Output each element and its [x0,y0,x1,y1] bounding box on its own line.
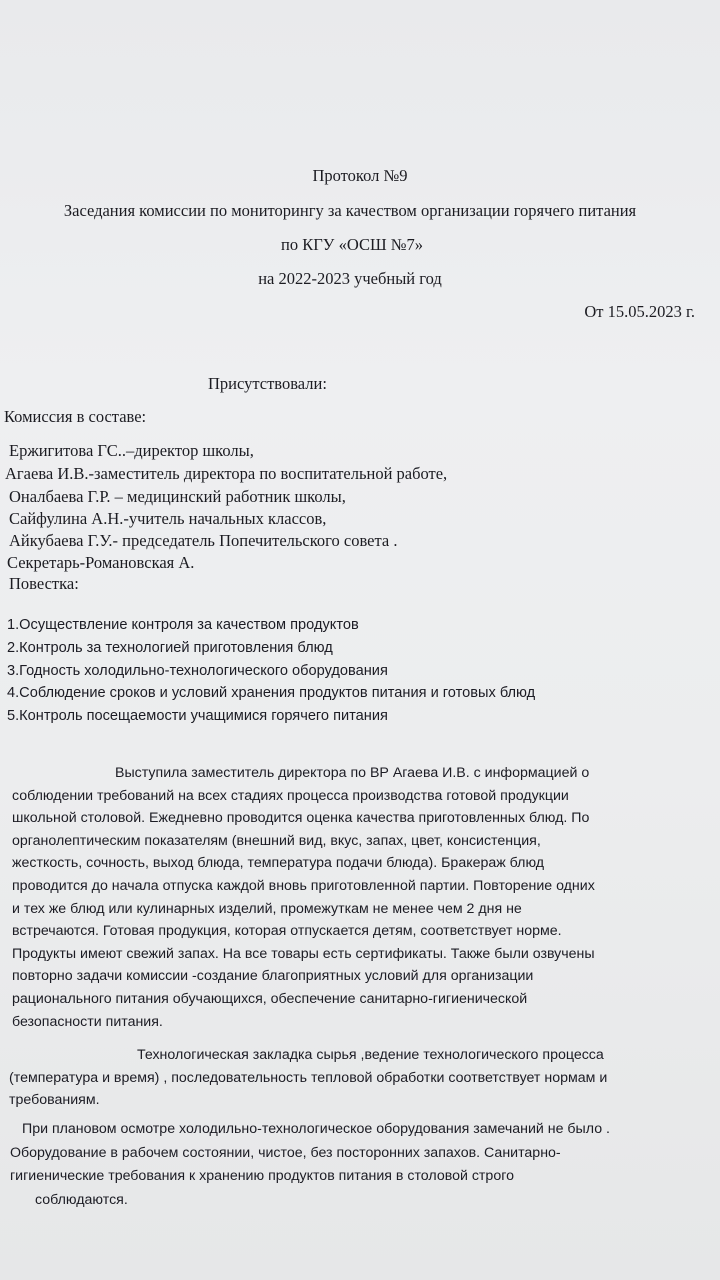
commission-label: Комиссия в составе: [4,407,147,426]
member-2: Агаева И.В.-заместитель директора по воспитательной работе, [5,464,448,483]
member-4: Сайфулина А.Н.-учитель начальных классов, [9,509,327,528]
member-5: Айкубаева Г.У.- председатель Попечительского совета . [9,531,398,550]
paragraph-1-line: встречаются. Готовая продукция, которая отпускается детям, соответствует норме. [12,923,562,940]
agenda-item-3: 3.Годность холодильно-технологического оборудования [7,663,388,679]
paragraph-1-line: рационального питания обучающихся, обеспечение санитарно-гигиенической [12,990,528,1007]
paragraph-1-line: безопасности питания. [12,1013,163,1030]
protocol-subtitle-line1: Заседания комиссии по мониторингу за качеством организации горячего питания [63,201,637,220]
paragraph-1-line: проводится до начала отпуска каждой вновь приготовленной партии. Повторение одних [12,877,595,894]
agenda-label: Повестка: [9,574,79,593]
paragraph-1-line: соблюдении требований на всех стадиях процесса производства готовой продукции [12,787,569,804]
paragraph-3-line: гигиенические требования к хранению продуктов питания в столовой строго [10,1168,514,1184]
paragraph-1-line: повторно задачи комиссии -создание благоприятных условий для организации [12,968,534,985]
paragraph-2-line: требованиям. [9,1092,100,1108]
paragraph-1 [12,762,595,1033]
paragraph-3 [10,1118,610,1212]
paragraph-1-line: Продукты имеют свежий запах. На все товары есть сертификаты. Также были озвучены [12,945,595,962]
paragraph-3-line: соблюдаются. [35,1191,128,1208]
member-3: Оналбаева Г.Р. – медицинский работник школы, [9,487,346,506]
agenda-item-2: 2.Контроль за технологией приготовления блюд [7,640,333,656]
protocol-subtitle-line3: на 2022-2023 учебный год [258,269,442,288]
paragraph-1-line: органолептическим показателям (внешний вид, вкус, запах, цвет, консистенция, [12,832,541,849]
agenda-item-1: 1.Осуществление контроля за качеством продуктов [7,617,359,633]
paragraph-1-line: жесткость, сочность, выход блюда, температура подачи блюда). Бракераж блюд [12,855,545,872]
paragraph-1-line: и тех же блюд или кулинарных изделий, промежуткам не менее чем 2 дня не [12,900,522,917]
paragraph-1-line: Выступила заместитель директора по ВР Агаева И.В. с информацией о [115,765,590,781]
member-1: Ержигитова ГС..–директор школы, [9,441,254,460]
paragraph-3-line: Оборудование в рабочем состоянии, чистое, без посторонних запахов. Санитарно- [10,1144,561,1161]
agenda-item-5: 5.Контроль посещаемости учащимися горячего питания [7,708,388,724]
paragraph-2-line: Технологическая закладка сырья ,ведение технологического процесса [137,1047,604,1063]
protocol-date: От 15.05.2023 г. [584,302,695,321]
paragraph-1-line: школьной столовой. Ежедневно проводится оценка качества приготовленных блюд. По [12,810,590,827]
protocol-title: Протокол №9 [312,166,408,185]
protocol-subtitle-line2: по КГУ «ОСШ №7» [281,235,423,254]
secretary: Секретарь-Романовская А. [7,553,195,572]
paragraph-2-line: (температура и время) , последовательность тепловой обработки соответствует нормам и [9,1069,608,1086]
paragraph-3-line: При плановом осмотре холодильно-технологическое оборудования замечаний не было . [22,1121,610,1137]
attendance-heading: Присутствовали: [208,374,327,393]
agenda-item-4: 4.Соблюдение сроков и условий хранения продуктов питания и готовых блюд [7,685,536,701]
paragraph-2 [9,1044,607,1112]
